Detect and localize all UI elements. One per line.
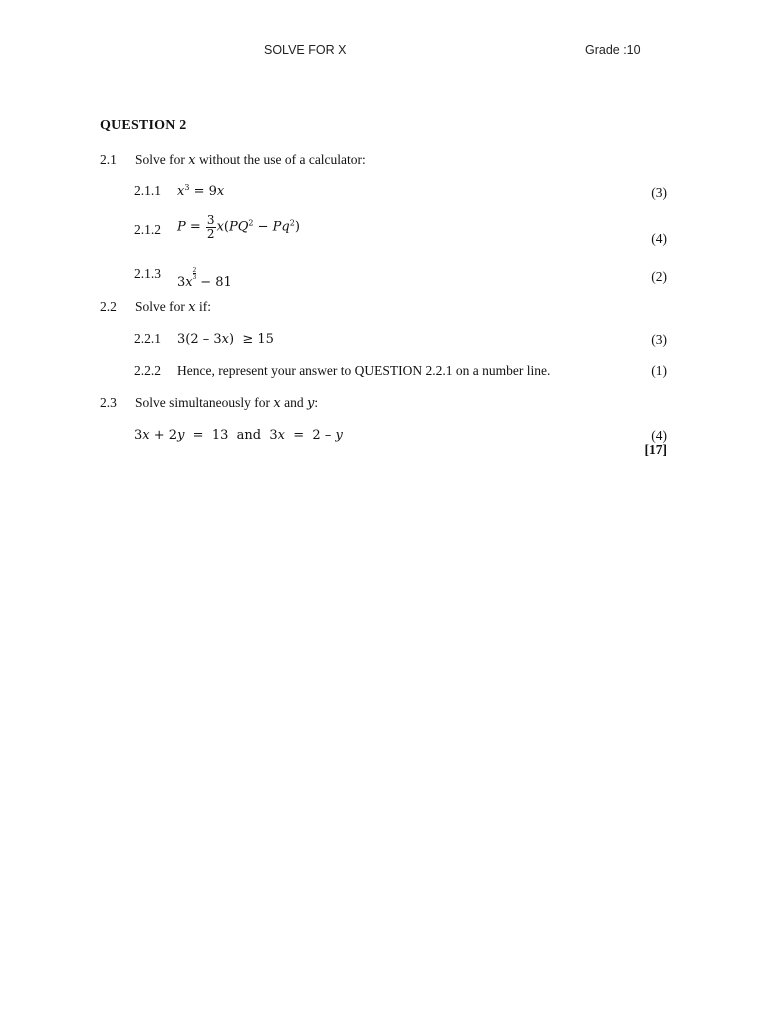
question-number: 2.2	[100, 299, 117, 314]
marks: (3)	[651, 185, 667, 200]
marks: (2)	[651, 269, 667, 284]
equation: 3x $\frac{2}{3}$ − 81	[177, 266, 232, 290]
equation: P = $\frac{3}{2}$ $x(PQ^2 - Pq^2)$	[177, 213, 300, 241]
question-number: 2.1	[100, 152, 117, 167]
question-2-2	[100, 299, 211, 315]
question-2-3	[100, 395, 319, 411]
item-number: 2.2.2	[134, 363, 161, 378]
equation: $x^3 = 9x$	[177, 183, 225, 199]
question-2-1-2	[134, 212, 300, 241]
item-number: 2.2.1	[134, 331, 161, 346]
question-text: Solve for x if:	[135, 299, 211, 315]
marks: (3)	[651, 332, 667, 347]
item-number: 2.1.3	[134, 266, 161, 281]
marks: (1)	[651, 363, 667, 378]
marks: (4)	[651, 231, 667, 246]
question-2-1-1	[134, 183, 225, 199]
question-2-2-1	[134, 331, 274, 347]
question-title: QUESTION 2	[100, 118, 187, 133]
question-2-1	[100, 152, 366, 168]
header-title: SOLVE FOR X	[264, 43, 347, 57]
header-grade: Grade :10	[585, 43, 641, 57]
question-number: 2.3	[100, 395, 117, 410]
question-text: Solve simultaneously for x and y:	[135, 395, 319, 411]
item-text: Hence, represent your answer to QUESTION 2.2.1 on a number line.	[177, 363, 551, 378]
question-2-2-2	[134, 363, 551, 379]
question-2-1-3	[134, 266, 232, 290]
item-number: 2.1.1	[134, 183, 161, 198]
marks: (4)	[651, 428, 667, 443]
simultaneous-equations: 3x + 2y = 13 and 3x = 2 – y	[134, 428, 343, 443]
question-text: Solve for x without the use of a calculator:	[135, 152, 366, 168]
item-number: 2.1.2	[134, 222, 161, 237]
total-marks: [17]	[644, 442, 667, 457]
equation: 3(2 – 3x) ≥ 15	[177, 332, 274, 347]
